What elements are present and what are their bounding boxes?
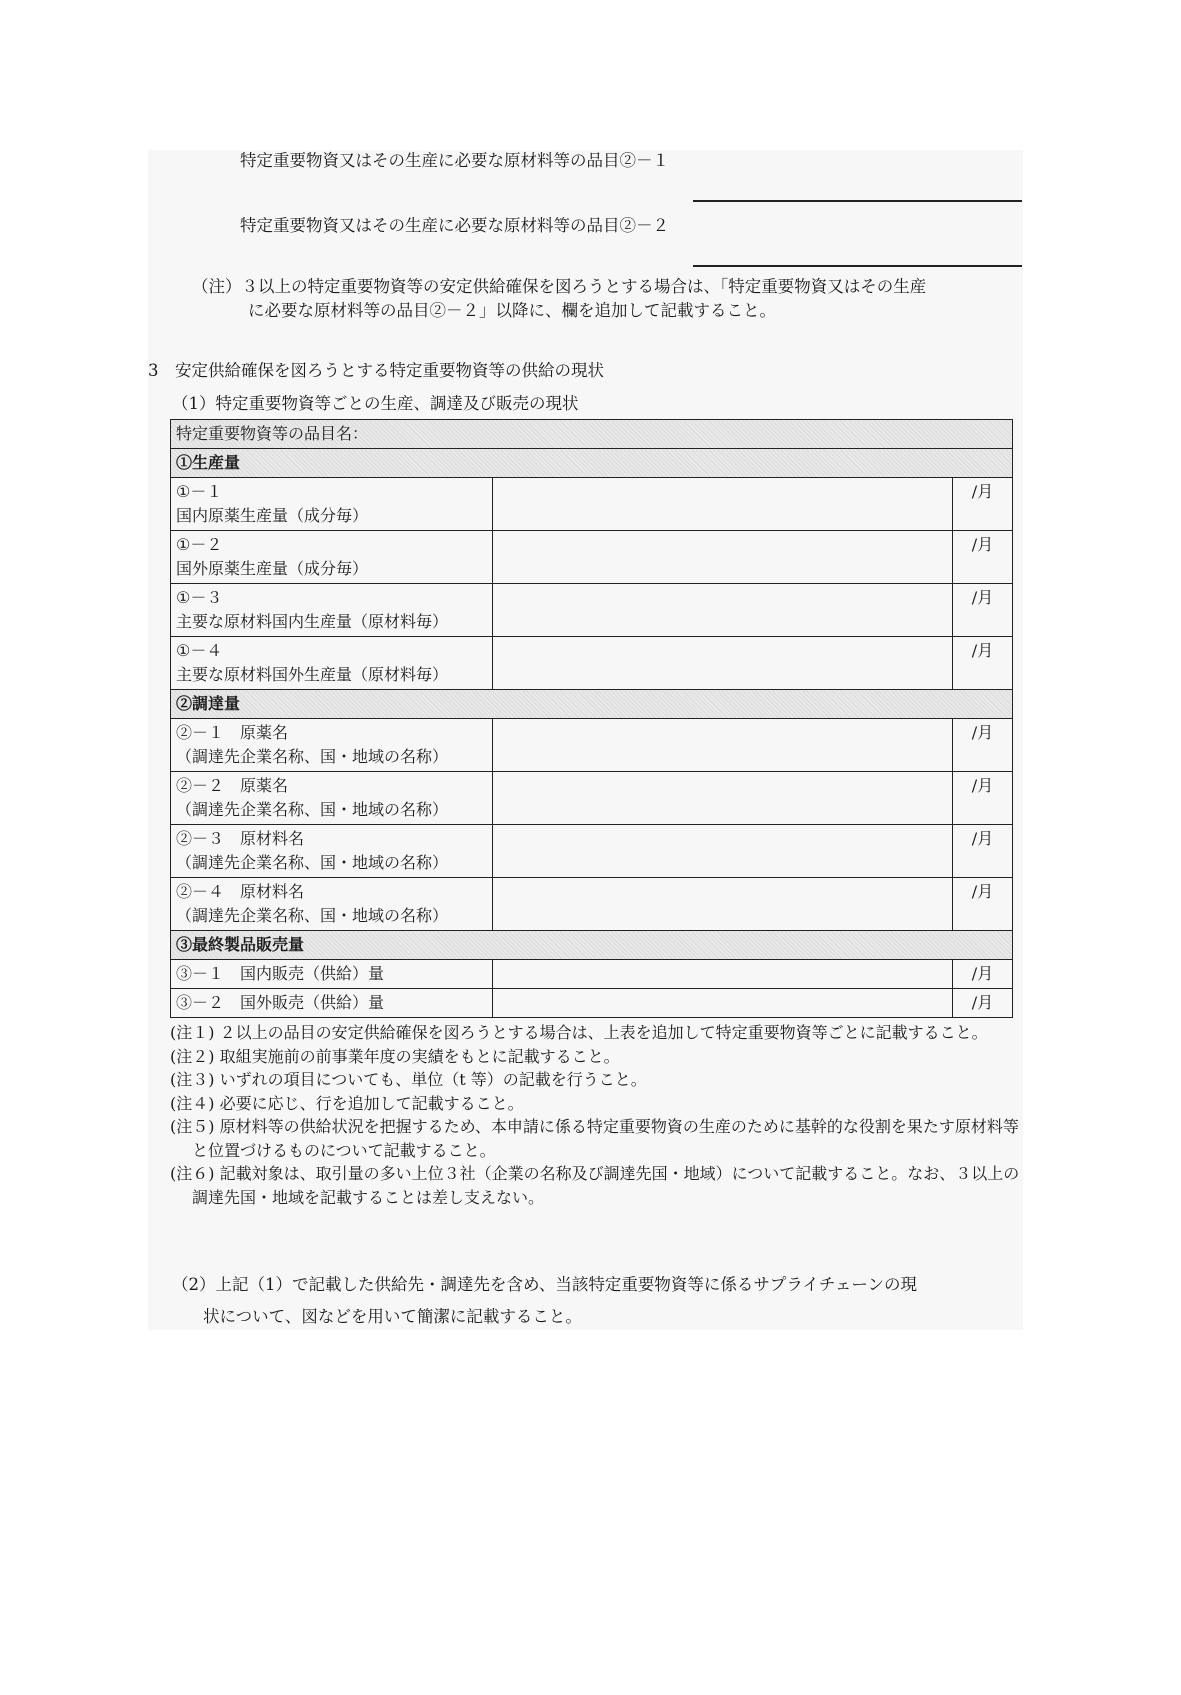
unit-cell: /月 [953, 478, 1013, 531]
note-5: (注５) 原材料等の供給状況を把握するため、本申請に係る特定重要物資の生産のために基幹的な役割を果たす原材料等と位置づけるものについて記載すること。 [170, 1117, 1019, 1160]
item-line-2-1-rule [693, 200, 1022, 202]
note-3: (注３) いずれの項目についても、単位（t 等）の記載を行うこと。 [170, 1070, 647, 1089]
table-row [171, 989, 1013, 1018]
table-row [171, 478, 1013, 531]
unit-cell: /月 [953, 531, 1013, 584]
value-input-cell[interactable] [493, 989, 953, 1018]
table-row [171, 637, 1013, 690]
row-label: ①－３ 主要な原材料国内生産量（原材料毎） [171, 584, 493, 637]
table-notes [170, 1021, 1030, 1209]
row-label: ②－３ 原材料名 （調達先企業名称、国・地域の名称） [171, 825, 493, 878]
row-label: ①－４ 主要な原材料国外生産量（原材料毎） [171, 637, 493, 690]
group-header-production: ①生産量 [171, 449, 1013, 478]
row-label: ①－２ 国外原薬生産量（成分毎） [171, 531, 493, 584]
table-row [171, 772, 1013, 825]
table-row [171, 719, 1013, 772]
note-6: (注６) 記載対象は、取引量の多い上位３社（企業の名称及び調達先国・地域）について記載すること。なお、３以上の調達先国・地域を記載することは差し支えない。 [170, 1164, 1020, 1207]
value-input-cell[interactable] [493, 531, 953, 584]
value-input-cell[interactable] [493, 825, 953, 878]
value-input-cell[interactable] [493, 584, 953, 637]
item-line-2-1: 特定重要物資又はその生産に必要な原材料等の品目②－１ [240, 151, 669, 170]
table-row [171, 960, 1013, 989]
unit-cell: /月 [953, 637, 1013, 690]
row-label: ②－４ 原材料名 （調達先企業名称、国・地域の名称） [171, 878, 493, 931]
supply-status-table [170, 419, 1013, 1018]
top-note-line2: に必要な原材料等の品目②－２」以降に、欄を追加して記載すること。 [248, 301, 776, 320]
item-name-cell: 特定重要物資等の品目名： [171, 420, 1013, 449]
note-2: (注２) 取組実施前の前事業年度の実績をもとに記載すること。 [170, 1046, 620, 1066]
top-note-line1: （注）３以上の特定重要物資等の安定供給確保を図ろうとする場合は、「特定重要物資又はその生産 [192, 277, 927, 296]
unit-cell: /月 [953, 825, 1013, 878]
value-input-cell[interactable] [493, 478, 953, 531]
unit-cell: /月 [953, 772, 1013, 825]
value-input-cell[interactable] [493, 719, 953, 772]
section-3-title: 3 安定供給確保を図ろうとする特定重要物資等の供給の現状 [148, 361, 604, 380]
unit-cell: /月 [953, 878, 1013, 931]
value-input-cell[interactable] [493, 960, 953, 989]
row-label: ②－１ 原薬名 （調達先企業名称、国・地域の名称） [171, 719, 493, 772]
row-label: ①－１ 国内原薬生産量（成分毎） [171, 478, 493, 531]
section-3-2-line2: 状について、図などを用いて簡潔に記載すること。 [203, 1307, 582, 1326]
group-header-final-sales: ③最終製品販売量 [171, 931, 1013, 960]
note-4: (注４) 必要に応じ、行を追加して記載すること。 [170, 1093, 524, 1113]
item-line-2-2: 特定重要物資又はその生産に必要な原材料等の品目②－２ [240, 216, 669, 235]
item-line-2-2-rule [693, 265, 1022, 267]
section-3-2-line1: （2）上記（1）で記載した供給先・調達先を含め、当該特定重要物資等に係るサプライチェーンの現 [172, 1275, 918, 1294]
table-row [171, 584, 1013, 637]
note-1: (注１) ２以上の品目の安定供給確保を図ろうとする場合は、上表を追加して特定重要物資等ごとに記載すること。 [170, 1023, 988, 1042]
row-label: ②－２ 原薬名 （調達先企業名称、国・地域の名称） [171, 772, 493, 825]
unit-cell: /月 [953, 584, 1013, 637]
value-input-cell[interactable] [493, 878, 953, 931]
row-label: ③－１ 国内販売（供給）量 [171, 960, 493, 989]
section-3-1-title: （1）特定重要物資等ごとの生産、調達及び販売の現状 [172, 394, 579, 413]
value-input-cell[interactable] [493, 772, 953, 825]
value-input-cell[interactable] [493, 637, 953, 690]
row-label: ③－２ 国外販売（供給）量 [171, 989, 493, 1018]
unit-cell: /月 [953, 960, 1013, 989]
table-row [171, 531, 1013, 584]
group-header-procurement: ②調達量 [171, 690, 1013, 719]
table-row [171, 825, 1013, 878]
unit-cell: /月 [953, 719, 1013, 772]
table-row [171, 878, 1013, 931]
unit-cell: /月 [953, 989, 1013, 1018]
